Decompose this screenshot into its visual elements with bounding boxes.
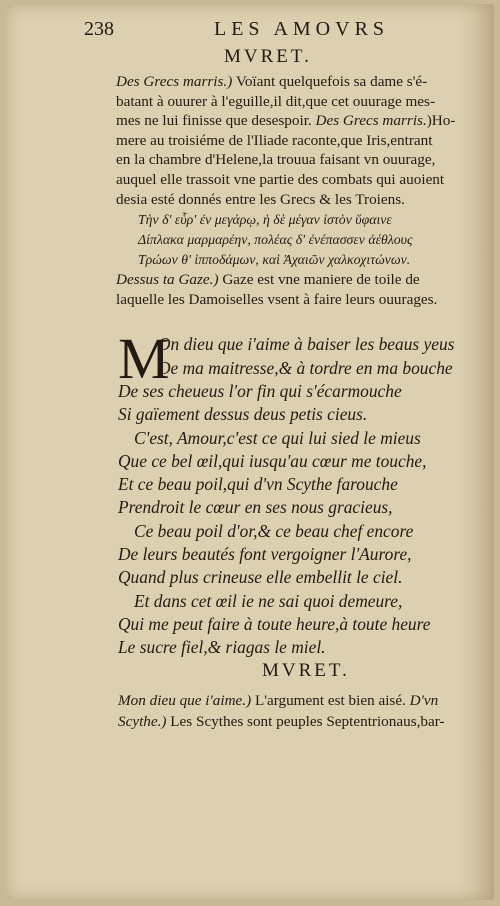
commentary-block xyxy=(116,72,456,209)
gaze-note-line: laquelle les Damoiselles vsent à faire leurs ouurages. xyxy=(116,290,438,308)
sonnet-line: Quand plus crineuse elle embellit le ciel. xyxy=(118,567,403,587)
bottom-commentary xyxy=(118,690,458,732)
sonnet-line: De leurs beautés font vergoigner l'Aurore, xyxy=(118,544,412,564)
commentary-line: auquel elle trassoit vne partie des combats qui auoient xyxy=(116,170,445,188)
page-number: 238 xyxy=(84,18,114,40)
bottom-commentary-line: Mon dieu que i'aime.) L'argument est bien aisé. D'vn xyxy=(118,692,439,709)
page-gutter-shadow xyxy=(456,4,494,900)
sonnet-dropcap: M xyxy=(118,326,170,391)
commentary-line: mes ne lui finisse que desespoir. Des Grecs marris.)Ho- xyxy=(116,112,456,130)
commentary-line: Des Grecs marris.) Voïant quelquefois sa dame s'é- xyxy=(116,73,428,90)
commentary-line: desia esté donnés entre les Grecs & les Troiens. xyxy=(116,190,405,208)
gaze-note-line: Dessus ta Gaze.) Gaze est vne maniere de toile de xyxy=(116,271,420,288)
sonnet-line: De ma maitresse,& à tordre en ma bouche xyxy=(158,358,453,378)
commentary-line: mere au troisiéme de l'Iliade raconte,que Iris,entrant xyxy=(116,131,433,149)
running-head xyxy=(84,18,464,40)
sonnet-line: Ce beau poil d'or,& ce beau chef encore xyxy=(134,521,414,541)
sonnet-line: De ses cheueus l'or fin qui s'écarmouche xyxy=(118,381,402,401)
greek-quote-line: Τὴν δ' εὗρ' ἐν μεγάρῳ, ἡ δὲ μέγαν ἱστὸν ὕφαινε xyxy=(138,212,392,227)
commentary-line: batant à ouurer à l'eguille,il dit,que cet ouurage mes- xyxy=(116,92,436,110)
commentary-line: en la chambre d'Helene,la trouua faisant vn ouurage, xyxy=(116,151,436,169)
sonnet-line: Si gaïement dessus deus petis cieus. xyxy=(118,404,368,424)
book-title: LES AMOVRS xyxy=(214,18,390,40)
commentary-heading: MVRET. xyxy=(224,46,312,67)
gaze-note xyxy=(116,270,456,309)
sonnet-line: Et dans cet œil ie ne sai quoi demeure, xyxy=(134,591,403,611)
sonnet-line: Prendroit le cœur en ses nous gracieus, xyxy=(118,497,393,517)
sonnet-line: Le sucre fiel,& riagas le miel. xyxy=(118,637,326,657)
sonnet-line: Et ce beau poil,qui d'vn Scythe farouche xyxy=(118,474,398,494)
sonnet-line: On dieu que i'aime à baiser les beaus yeus xyxy=(158,334,455,354)
bottom-commentary-line: Scythe.) Les Scythes sont peuples Septentrionaus,bar- xyxy=(118,713,445,730)
sonnet-line: C'est, Amour,c'est ce qui lui sied le mieus xyxy=(134,428,421,448)
greek-quote-line: Τρώων θ' ἱπποδάμων, καὶ Ἀχαιῶν χαλκοχιτώνων. xyxy=(138,252,411,267)
greek-quote-line: Δίπλακα μαρμαρέην, πολέας δ' ἐνέπασσεν ἀέθλους xyxy=(138,232,413,247)
sonnet-line: Qui me peut faire à toute heure,à toute heure xyxy=(118,614,431,634)
sonnet-line: Que ce bel œil,qui iusqu'au cœur me touche, xyxy=(118,451,427,471)
commentary-heading-bottom: MVRET. xyxy=(262,660,350,681)
